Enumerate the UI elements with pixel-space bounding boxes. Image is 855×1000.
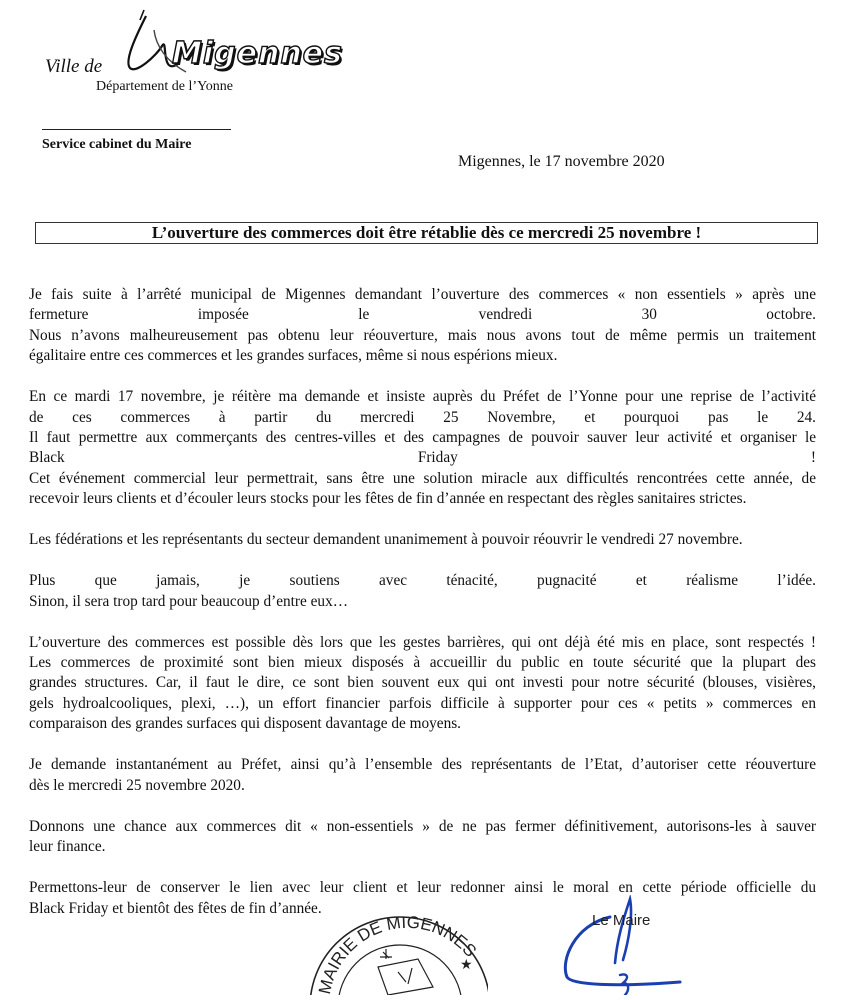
text-line: L’ouverture des commerces est possible dès lors que les gestes barrières, qui ont déjà été mis en place, sont respectés ! (29, 633, 816, 651)
text-line: Les fédérations et les représentants du secteur demandent unanimement à pouvoir réouvrir le vendredi 27 novembre. (29, 531, 743, 549)
paragraph (29, 530, 816, 550)
paragraph (29, 755, 816, 796)
paragraph (29, 817, 816, 858)
text-line: Je fais suite à l’arrêté municipal de Migennes demandant l’ouverture des commerces « non essentiels » après une (29, 286, 816, 303)
service-label: Service cabinet du Maire (42, 137, 192, 152)
department-label: Département de l’Yonne (96, 79, 233, 94)
paragraph (29, 571, 816, 612)
star-icon: ★ (460, 958, 473, 973)
signature-scribble-icon (555, 895, 705, 995)
paragraph (29, 285, 816, 367)
text-line: Il faut permettre aux commerçants des centres-villes et des campagnes de pouvoir sauver leur activité et organiser le (29, 429, 816, 447)
text-line: Cet événement commercial leur permettrait, sans être une solution miracle aux difficultés rencontrées cette année, de (29, 469, 816, 487)
divider (42, 129, 231, 130)
text-line: Black Friday ! (29, 449, 816, 467)
text-line: Nous n’avons malheureusement pas obtenu leur réouverture, mais nous avons tout de même permis un traitement (29, 326, 816, 344)
text-line: comparaison des grandes surfaces qui disposent davantage de moyens. (29, 715, 462, 733)
official-stamp (308, 897, 488, 995)
paragraph (29, 633, 816, 735)
text-line: recevoir leurs clients et d’écouler leurs stocks pour les fêtes de fin d’année en respectant des règles sanitaires strictes. (29, 490, 747, 508)
text-line: Donnons une chance aux commerces dit « non-essentiels » de ne pas fermer définitivement, autorisons-les à sauver (29, 817, 816, 835)
text-line: Sinon, il sera trop tard pour beaucoup d’entre eux… (29, 592, 349, 610)
text-line: grandes structures. Car, il faut le dire, ce sont bien souvent eux qui ont investi pour notre sécurité (blouses, visières, (29, 674, 816, 692)
stamp-text: MAIRIE DE MIGENNES (315, 912, 481, 995)
mayor-signature (555, 895, 705, 995)
mayor-label: Le Maire (592, 912, 651, 929)
text-line: Black Friday et bientôt des fêtes de fin d’année. (29, 899, 322, 917)
text-line: dès le mercredi 25 novembre 2020. (29, 776, 245, 794)
text-line: gels hydroalcooliques, plexi, …), un effort financier parfois difficile à supporter pour ces « petits » commerces en (29, 694, 816, 712)
text-line: Plus que jamais, je soutiens avec ténacité, pugnacité et réalisme l’idée. (29, 572, 816, 590)
ville-de-label: Ville de (45, 56, 103, 77)
date-line: Migennes, le 17 novembre 2020 (458, 153, 665, 170)
stamp-seal-icon (308, 897, 488, 995)
text-line: leur finance. (29, 838, 106, 856)
text-line: fermeture imposée le vendredi 30 octobre. (29, 306, 816, 324)
text-line: égalitaire entre ces commerces et les grandes surfaces, même si nous espérions mieux. (29, 347, 558, 365)
text-line: de ces commerces à partir du mercredi 25 Novembre, et pourquoi pas le 24. (29, 408, 816, 426)
logo-text: Migennes (172, 36, 343, 71)
text-line: En ce mardi 17 novembre, je réitère ma demande et insiste auprès du Préfet de l’Yonne pour une reprise de l’activité (29, 388, 816, 406)
city-logo (116, 6, 343, 86)
text-line: Permettons-leur de conserver le lien avec leur client et leur redonner ainsi le moral en cette période officielle du (29, 879, 816, 897)
paragraph (29, 387, 816, 509)
text-line: Les commerces de proximité sont bien mieux disposés à accueillir du public en toute sécurité que la plupart des (29, 654, 816, 672)
text-line: Je demande instantanément au Préfet, ainsi qu’à l’ensemble des représentants de l’Etat, d’autoriser cette réouverture (29, 756, 816, 774)
letter-title: L’ouverture des commerces doit être rétablie dès ce mercredi 25 novembre ! (35, 222, 818, 244)
letter-body (29, 285, 816, 940)
